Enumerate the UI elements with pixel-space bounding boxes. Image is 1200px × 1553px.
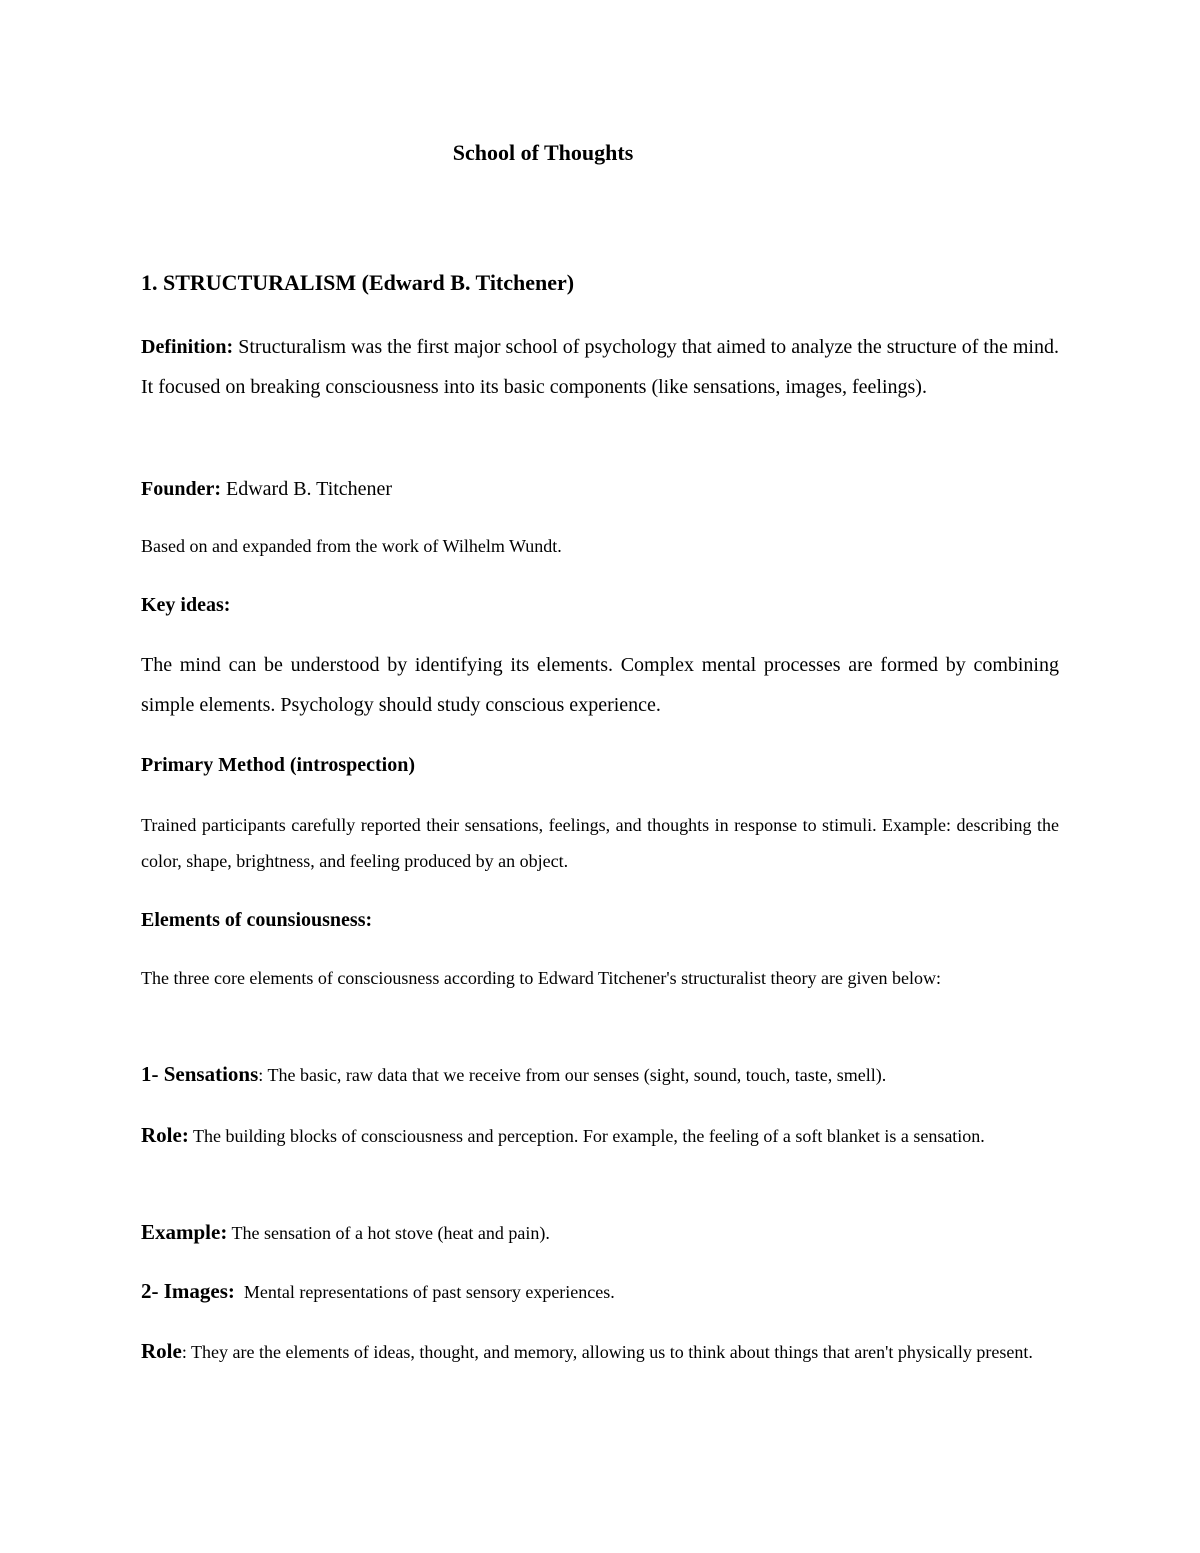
founder-paragraph [141,469,1059,509]
founder-label: Founder: [141,478,221,500]
images-role-text: : They are the elements of ideas, thought, and memory, allowing us to think about things that aren't physically present. [181,1342,1033,1362]
images-paragraph [141,1273,1059,1311]
key-ideas-heading: Key ideas: [141,594,231,616]
section-heading: 1. STRUCTURALISM (Edward B. Titchener) [141,270,575,295]
sensations-role-label: Role: [141,1123,189,1147]
based-on-paragraph: Based on and expanded from the work of Wilhelm Wundt. [141,536,562,556]
images-text: Mental representations of past sensory experiences. [234,1282,615,1302]
elements-heading: Elements of counsiousness: [141,909,373,931]
images-role-label: Role [141,1339,182,1363]
images-role-paragraph [141,1333,1059,1371]
images-label: 2- Images: [141,1279,235,1303]
sensations-example-label: Example: [141,1220,228,1244]
primary-method-paragraph: Trained participants carefully reported their sensations, feelings, and thoughts in response to stimuli. Example: describing the color, shape, brightness, and feeling produced by an object. [141,815,1059,871]
sensations-role-text: The building blocks of consciousness and perception. For example, the feeling of a soft blanket is a sensation. [188,1126,985,1146]
sensations-label: 1- Sensations [141,1062,259,1086]
primary-method-heading: Primary Method (introspection) [141,754,416,776]
definition-text: Structuralism was the first major school of psychology that aimed to analyze the structure of the mind. It focused on breaking consciousness into its basic components (like sensations, images, feelings). [141,336,1059,398]
sensations-text: : The basic, raw data that we receive from our senses (sight, sound, touch, taste, smell). [258,1065,887,1085]
sensations-example-paragraph [141,1214,1059,1252]
sensations-paragraph [141,1056,1059,1094]
sensations-example-text: The sensation of a hot stove (heat and pain). [227,1223,550,1243]
definition-paragraph [141,327,1059,407]
sensations-role-paragraph [141,1117,1059,1155]
page-title: School of Thoughts [452,140,634,165]
definition-label: Definition: [141,336,234,358]
founder-text: Edward B. Titchener [221,478,393,500]
key-ideas-paragraph: The mind can be understood by identifying its elements. Complex mental processes are formed by combining simple elements. Psychology should study conscious experience. [141,654,1059,716]
elements-intro-paragraph: The three core elements of consciousness according to Edward Titchener's structuralist theory are given below: [141,968,941,988]
